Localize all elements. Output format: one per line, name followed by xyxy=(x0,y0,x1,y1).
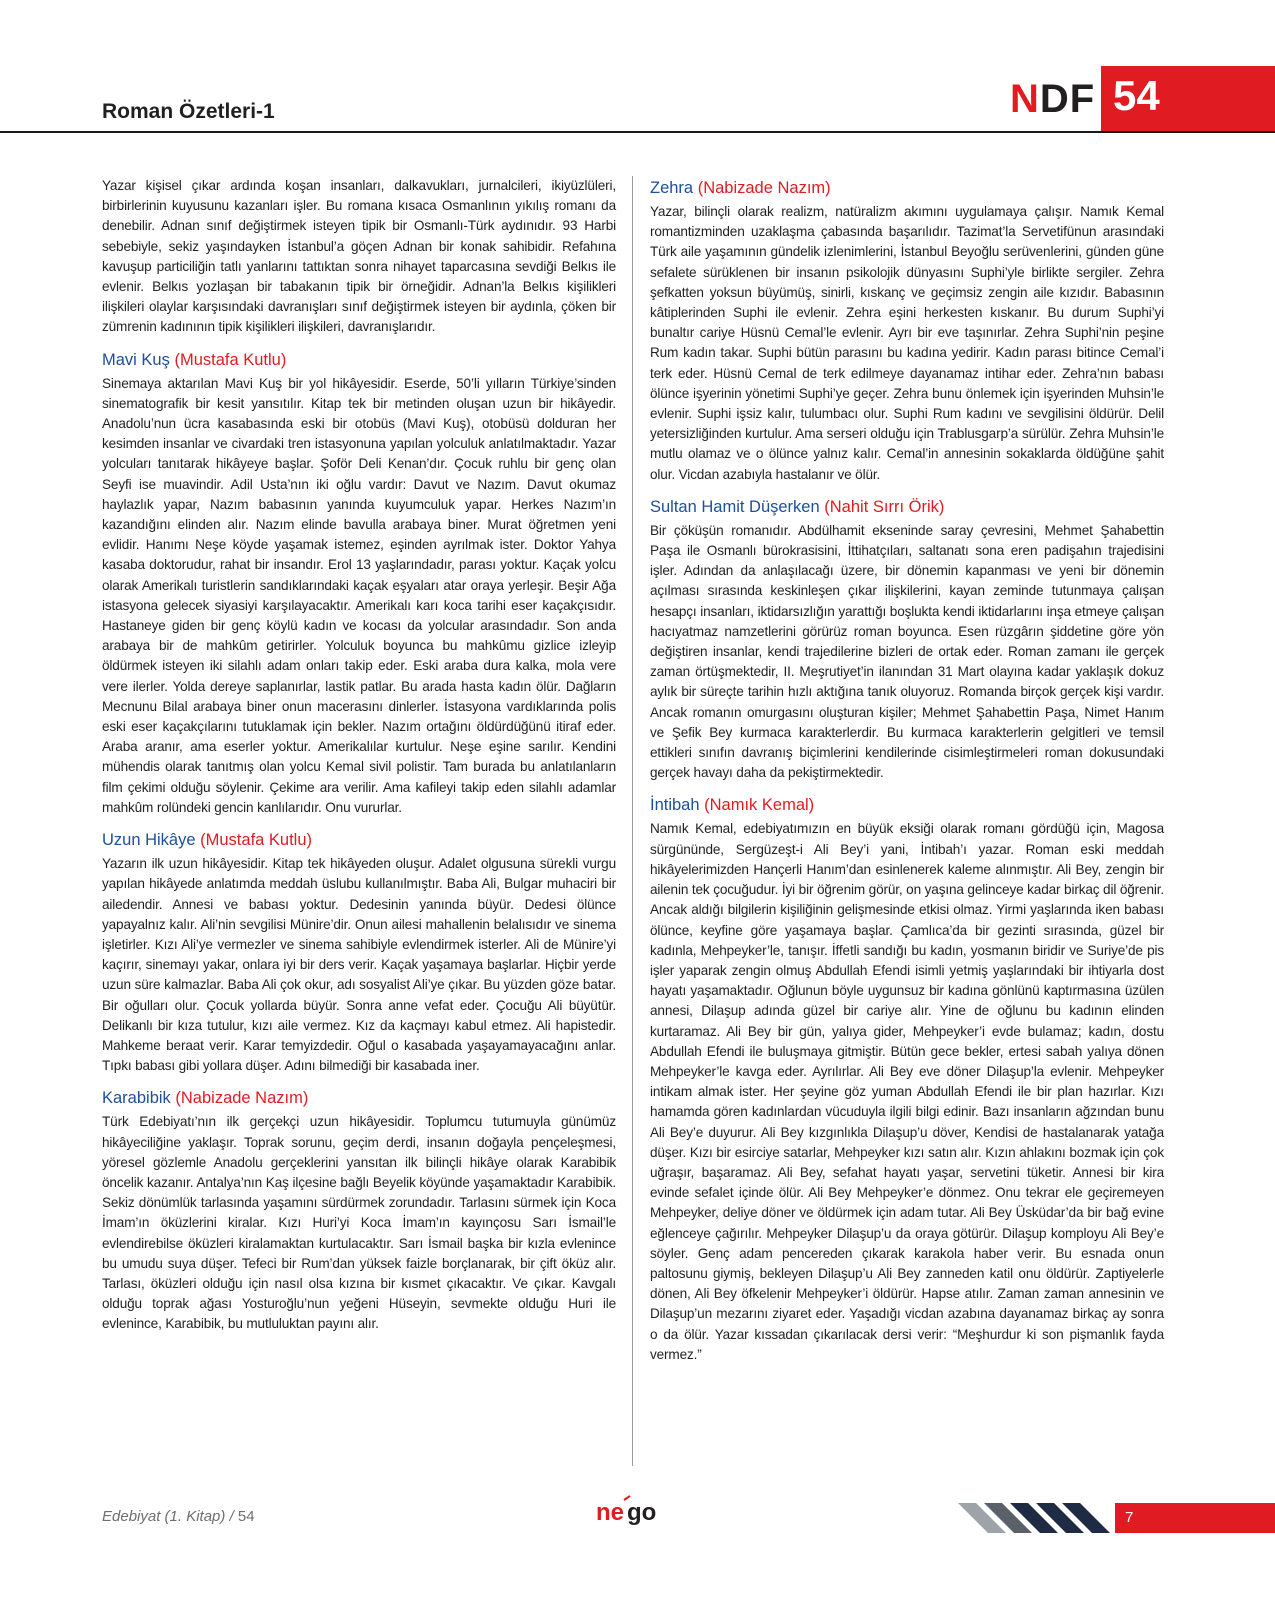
footer-book-label: Edebiyat (1. Kitap) / 54 xyxy=(102,1508,255,1525)
header-rule xyxy=(0,131,1275,133)
section-text: Yazar kişisel çıkar ardında koşan insanları, dalkavukları, jurnalcileri, ikiyüzlüleri, birbirlerinin kuyusunu kazanları işler. Bu romana kısaca Osmanlının yıkılış romanı da denebilir. Adnan sınıf değiştirmek isteyen tipik bir Osmanlı-Türk aydınıdır. 93 Harbi sebebiyle, sekiz yaşındayken İstanbul’a göçen Adnan bir konak sahibidir. Refahına kavuşup particiliğin tatlı yanlarını tattıktan sonra nihayet taparcasına sevdiği Belkıs ile evlenir. Belkıs yozlaşan bir tabakanın tipik bir örneğidir. Adnan’la Belkıs kişilikleri ilişkileri olaylar karşısındaki davranışları sınıf değiştirmek isteyen bir aydınla, çöken bir zümrenin kadınının tipik kişilikleri ilişkileri, davranışlarıdır. xyxy=(102,178,616,335)
ndf-number-badge xyxy=(1095,66,1275,132)
section-heading: Sultan Hamit Düşerken (Nahit Sırrı Örik) xyxy=(650,497,945,516)
section-heading: Mavi Kuş (Mustafa Kutlu) xyxy=(102,350,287,369)
right-column xyxy=(650,176,1164,1375)
section-text: Yazarın ilk uzun hikâyesidir. Kitap tek hikâyeden oluşur. Adalet olgusuna sürekli vurgu yapılan hikâyede anlatımda meddah üslubu kullanılmıştır. Baba Ali, Bulgar muhaciri bir ailedendir. Annesi ve babası yoktur. Dedesinin yanında büyür. Dedesi ölünce yapayalnız kalır. Ali’nin sevgilisi Münire’dir. Onun ailesi mahallenin belalısıdır ve sinema işletirler. Kızı Ali’ye vermezler ve sinema sahibiyle evlendirmek isterler. Ali de Münire’yi kaçırır, sinemayı yakar, onlara iyi bir ders verir. Kaçak yaşamaya başlarlar. Hiçbir yerde uzun süre kalmazlar. Baba Ali çok okur, adı sosyalist Ali’ye çıkar. Bu yüzden göze batar. Bir oğulları olur. Çocuk yollarda büyür. Sonra anne vefat eder. Çocuğu Ali büyütür. Delikanlı bir kıza tutulur, kızı aile vermez. Kız da kaçmayı kabul etmez. Ali hapistedir. Mahkeme beraat verir. Karar temyizdedir. Oğul o kasabada yaşayamayacağını anlar. Tıpkı babası gibi yollara düşer. Adını bilmediği bir kasabada iner. xyxy=(102,856,616,1074)
section-heading: Karabibik (Nabizade Nazım) xyxy=(102,1089,309,1108)
svg-text:go: go xyxy=(627,1499,657,1526)
section-text: Bir çöküşün romanıdır. Abdülhamit ekseninde saray çevresini, Mehmet Şahabettin Paşa ile Osmanlı bürokrasisini, İttihatçıları, saltanatı sona eren padişahın trajedisini işler. Adından da anlaşılacağı üzere, bir dönemin kapanması ve yeni bir dönemin açılması sırasında keskinleşen çıkar ilişkilerini, kayan zeminde tutunmaya çalışan hesapçı insanları, iktidarsızlığın yarattığı boşlukta kendi iktidarlarını inşa etmeye çalışan hacıyatmaz namzetlerini görürüz roman boyunca. Esen rüzgârın şiddetine göre yön değiştiren insanlar, kendi trajedilerine bizleri de ortak eder. Roman zamanı ile gerçek zaman örtüşmektedir, II. Meşrutiyet’in ilanından 31 Mart olayına kadar yaklaşık dokuz aylık bir süreçte tarihin hızlı aktığına tanık oluyoruz. Romanda birçok gerçek kişi vardır. Ancak romanın omurgasını oluşturan kişiler; Mehmet Şahabettin Paşa, Nimet Hanım ve Şefik Bey kurmaca karakterlerdir. Bu kurmaca karakterlerin gelgitleri ve temsil ettikleri sınıfın davranış biçimlerini kendilerinde cisimleştirmeleri roman dokusundaki gerçek havayı daha da pekiştirmektedir. xyxy=(650,522,1164,781)
section-mavi-kus xyxy=(102,348,616,818)
section-heading: İntibah (Namık Kemal) xyxy=(650,796,815,815)
ndf-logo xyxy=(1010,66,1105,132)
page-number-badge xyxy=(1115,1503,1275,1533)
section-text: Namık Kemal, edebiyatımızın en büyük eksiği olarak romanı gördüğü için, Magosa sürgününde, Sergüzeşt-i Ali Bey’i yani, İntibah’ı yazar. Roman eski meddah hikâyelerimizden Hançerli Hanım’dan esinlenerek kaleme alınmıştır. Ali Bey, zengin bir ailenin tek çocuğudur. İyi bir öğrenim görür, on yaşına gelinceye kadar birkaç dil öğrenir. Ancak aldığı bilgilerin kişiliğinin gelişmesinde etkisi olmaz. Yirmi yaşlarında iken babası ölünce, keyfine göre yaşamaya başlar. Çamlıca’da bir gezinti sırasında, güzel bir kadınla, Mehpeyker’le, tanışır. İffetli sandığı bu kadın, yosmanın biridir ve Suriye’de pis işler yaparak zengin olmuş Abdullah Efendi isimli yetmiş yaşlarındaki bir ihtiyarla dost hayatı yaşamaktadır. Oğlunun böyle uygunsuz bir kadına gönlünü kaptırmasına üzülen annesi, Dilaşup adında güzel bir cariye alır. Yine de oğlunu bu kadının elinden kurtaramaz. Ali Bey bir gün, yalıya gider, Mehpeyker’i evde bulamaz; kadın, dostu Abdullah Efendi ile buluşmaya gitmiştir. Bütün gece bekler, ertesi sabah yalıya dönen Mehpeyker’le kavga eder. Ayrılırlar. Ali Bey eve döner Dilaşup’la evlenir. Mehpeyker intikam almak ister. Her şeyine göz yuman Abdullah Efendi ile bir plan hazırlar. Kızı hamamda gören kadınlardan vücuduyla ilgili bilgi edinir. Bazı insanların ağzından bunu Ali Bey’e duyurur. Ali Bey kızgınlıkla Dilaşup’u döver, Kendisi de hastalanarak yatağa düşer. Kızı bir esirciye satarlar, Mehpeyker kızı satın alır. Kızın ahlakını bozmak için çok uğraşır, başaramaz. Ali Bey, sefahat hayatı yaşar, servetini tüketir. Annesi bir kira evinde sefalet içinde ölür. Ali Bey Mehpeyker’e dönmez. Onu tekrar ele geçiremeyen Mehpeyker, deliye döner ve öldürmek için adam tutar. Ali Bey Üsküdar’da bir bağ evine eğlenceye çağırılır. Mehpeyker Dilaşup’u da oraya götürür. Dilaşup komployu Ali Bey’e söyler. Genç adam pencereden çıkarak karakola haber verir. Bu esnada onun paltosunu giymiş, bekleyen Dilaşup’u Ali Bey zanneden katil onu öldürür. Zaptiyelerle dönen, Ali Bey öfkelenir Mehpeyker’i öldürür. Hapse atılır. Zaman zaman annesinin ve Dilaşup’un mezarını ziyaret eder. Yaşadığı vicdan azabına dayanamaz birkaç ay sonra o da ölür. Yazar kıssadan çıkarılacak dersi verir: “Meşhurdur ki son pişmanlık fayda vermez.” xyxy=(650,821,1164,1362)
svg-text:ne: ne xyxy=(596,1499,625,1526)
section-text: Türk Edebiyatı’nın ilk gerçekçi uzun hikâyesidir. Toplumcu tutumuyla günümüz hikâyeciliğine yaklaşır. Toprak sorunu, geçim derdi, insanın doğayla pençeleşmesi, yöresel gözlemle Anadolu gerçeklerini yansıtan ilk bilinçli hikâye olarak Karabibik öncelik kazanır. Antalya’nın Kaş ilçesine bağlı Beyelik köyünde yaşamaktadır Karabibik. Sekiz dönümlük tarlasında yaşamını sürdürmek zorundadır. Tarlasını sürmek için Koca İmam’ın öküzlerini kiralar. Kızı Huri’yi Koca İmam’ın kayınçosu Sarı İsmail’le evlendirebilse öküzleri kiralamaktan kurtulacaktır. Sarı İsmail başka bir kızla evlenince bu umudu suya düşer. Tefeci bir Rum’dan yüksek faizle borçlanarak, bir çift öküz alır. Tarlası, öküzleri olduğu için nasıl olsa kızına bir kısmet çıkacaktır. Ve çıkar. Kavgalı olduğu toprak ağası Yosturoğlu’nun yeğeni Hüseyin, sevmekte olduğu Huri ile evlenince, Karabibik, bu mutluluktan payını alır. xyxy=(102,1114,616,1332)
section-heading: Uzun Hikâye (Mustafa Kutlu) xyxy=(102,831,313,850)
section-text: Yazar, bilinçli olarak realizm, natüralizm akımını uygulamaya çalışır. Namık Kemal romantizminden uzaklaşma çabasında başarılıdır. Tazimat’la Servetifünun arasındaki Türk aile yaşamının gündelik izlenimlerini, İstanbul Beyoğlu serüvenlerini, günden güne sefalete sürüklenen bir insanın psikolojik dünyasını Suphi’yle birlikte sergiler. Zehra şefkatten yoksun büyümüş, sinirli, kıskanç ve geçimsiz zengin aile kızıdır. Babasının kâtiplerinden Suphi ile evlenir. Zehra eşini herkesten kıskanır. Bu durum Suphi’yi bunaltır cariye Hüsnü Cemal’le evlenir. Ayrı bir eve taşınırlar. Zehra Suphi’nin peşine Rum kadın takar. Suphi bütün parasını bu kadına yedirir. Kadın parası bitince Cemal’i terk eder. Hüsnü Cemal de terk edilmeye dayanamaz intihar eder. Zehra’nın babası ölünce işyerinin yönetimi Suphi’ye geçer. Zehra bunu önlemek için işyerinden Muhsin’le evlenir. Suphi işsiz kalır, tulumbacı olur. Suphi Rum kadını ve sevgilisini öldürür. Delil yetersizliğinden kurtulur. Ama serseri olduğu için Trablusgarp’a sürülür. Zehra Muhsin’le mutlu olamaz ve o ölünce yalnız kalır. Cemal’in annesinin sokaklarda öldüğüne şahit olur. Vicdan azabıyla hastalanır ve ölür. xyxy=(650,204,1164,482)
ndf-label: NDF xyxy=(1010,76,1096,121)
ndf-number: 54 xyxy=(1113,72,1160,119)
section-intibah xyxy=(650,793,1164,1364)
section-karabibik xyxy=(102,1086,616,1334)
section-text: Sinemaya aktarılan Mavi Kuş bir yol hikâyesidir. Eserde, 50’li yılların Türkiye’sinden sinematografik bir kesit yansıtılır. Kitap tek bir metinden oluşan uzun bir hikâyedir. Anadolu’nun ücra kasabasında eski bir otobüs (Mavi Kuş), otobüsü dolduran her kesimden insanlar ve civardaki tren istasyonuna yapılan yolculuk anlatılmaktadır. Yazar yolcuları tanıtarak hikâyeye başlar. Şoför Deli Kenan’dır. Çocuk ruhlu bir genç olan Seyfi ise muavindir. Adil Usta’nın iki oğlu vardır: Davut ve Nazım. Davut okumaz haylazlık yapar, Nazım babasının yanında kuyumculuk yapar. Herkes Nazım’ın kazandığını elinden alır. Nazım elinde bavulla arabaya biner. Murat öğretmen yeni evlidir. Hanımı Neşe köyde yaşamak istemez, eşinden ayrılmak ister. Doktor Yahya kasaba doktorudur, rahat bir insandır. Erol 13 yaşlarındadır, parası yoktur. Kaçak yolcu olarak Amerikalı turistlerin sandıklarındaki kaçak eşyaları atar oraya yerleşir. Beşir Ağa istasyona gelecek siyasiyi karşılayacaktır. Amerikalı karı koca tarihi eser kaçakçısıdır. Hastaneye giden bir genç köylü kadın ve kocası da yolcular arasındadır. Son anda arabaya bir de mahkûm getirirler. Yolculuk boyunca bu mahkûmu gizlice izleyip öldürmek isteyen iki silahlı adam onları takip eder. Eski araba dura kalka, mola vere vere ilerler. Yolda dereye saplanırlar, lastik patlar. Bu arada hasta kadın ölür. Dağların Mecnunu Bilal arabaya biner onun macerasını dinlerler. İstasyona vardıklarında polis eski eser kaçakçılarını tutuklamak için bekler. Nazım ortağını öldürdüğünü itiraf eder. Araba aranır, ama eserler yoktur. Amerikalılar kurtulur. Neşe eşine sarılır. Kendini mühendis olarak tanıtmış olan yolcu Kemal sivil polistir. Tam burada bu anlatılanların film çekimi olduğu söylenir. Çekime ara verilir. Ama kafileyi takip eden silahlı adamlar mahkûm rolündeki gencin kanlılarıdır. Onu vururlar. xyxy=(102,375,616,815)
section-uzun-hikaye xyxy=(102,828,616,1076)
section-intro xyxy=(102,176,616,338)
page-number: 7 xyxy=(1125,1509,1134,1526)
section-heading: Zehra (Nabizade Nazım) xyxy=(650,179,831,197)
footer-stripes-icon xyxy=(958,1503,1118,1533)
left-column xyxy=(102,176,616,1345)
nego-logo-icon xyxy=(594,1494,664,1528)
section-zehra xyxy=(650,176,1164,485)
column-divider xyxy=(632,176,633,1466)
section-sultan-hamit-duserken xyxy=(650,495,1164,784)
page-title: Roman Özetleri-1 xyxy=(102,100,275,123)
